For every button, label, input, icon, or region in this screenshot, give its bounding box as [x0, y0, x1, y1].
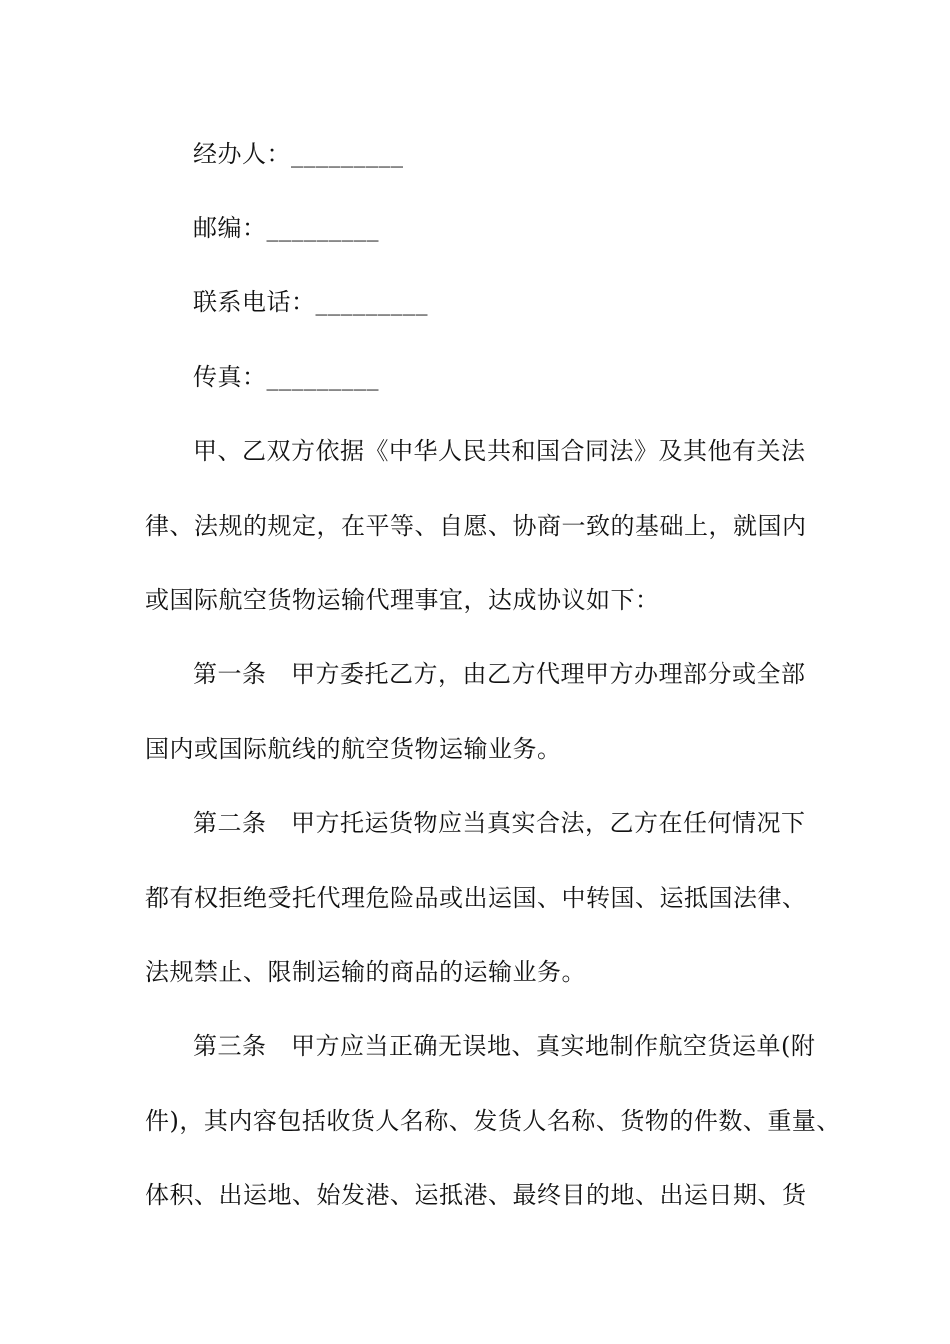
field-phone	[193, 287, 428, 317]
field-postcode-label: 邮编：	[193, 214, 267, 242]
article-3-heading: 第三条	[193, 1032, 267, 1060]
field-postcode	[193, 213, 379, 243]
article-3-line-1	[193, 1031, 815, 1061]
field-fax-blank: _________	[266, 363, 379, 391]
article-2-line-1	[193, 808, 806, 838]
field-fax-label: 传真：	[193, 363, 267, 391]
intro-line-1: 甲、乙双方依据《中华人民共和国合同法》及其他有关法	[193, 437, 806, 465]
field-postcode-blank: _________	[266, 214, 379, 242]
article-3-line-2: 件)，其内容包括收货人名称、发货人名称、货物的件数、重量、	[145, 1107, 841, 1135]
article-3-line-3: 体积、出运地、始发港、运抵港、最终目的地、出运日期、货	[145, 1181, 807, 1209]
article-1-text-1: 甲方委托乙方，由乙方代理甲方办理部分或全部	[291, 660, 806, 688]
article-1-line-2: 国内或国际航线的航空货物运输业务。	[145, 735, 562, 763]
article-3-text-1: 甲方应当正确无误地、真实地制作航空货运单(附	[291, 1032, 816, 1060]
intro-line-3: 或国际航空货物运输代理事宜，达成协议如下：	[145, 586, 660, 614]
article-2-line-3: 法规禁止、限制运输的商品的运输业务。	[145, 958, 586, 986]
article-2-heading: 第二条	[193, 809, 267, 837]
field-fax	[193, 362, 379, 392]
field-handler-label: 经办人：	[193, 140, 291, 168]
field-handler-blank: _________	[291, 140, 404, 168]
field-phone-blank: _________	[315, 288, 428, 316]
field-phone-label: 联系电话：	[193, 288, 316, 316]
article-1-heading: 第一条	[193, 660, 267, 688]
article-2-line-2: 都有权拒绝受托代理危险品或出运国、中转国、运抵国法律、	[145, 884, 807, 912]
intro-line-2: 律、法规的规定，在平等、自愿、协商一致的基础上，就国内	[145, 512, 807, 540]
article-1-line-1	[193, 659, 806, 689]
article-2-text-1: 甲方托运货物应当真实合法，乙方在任何情况下	[291, 809, 806, 837]
field-handler	[193, 139, 404, 169]
